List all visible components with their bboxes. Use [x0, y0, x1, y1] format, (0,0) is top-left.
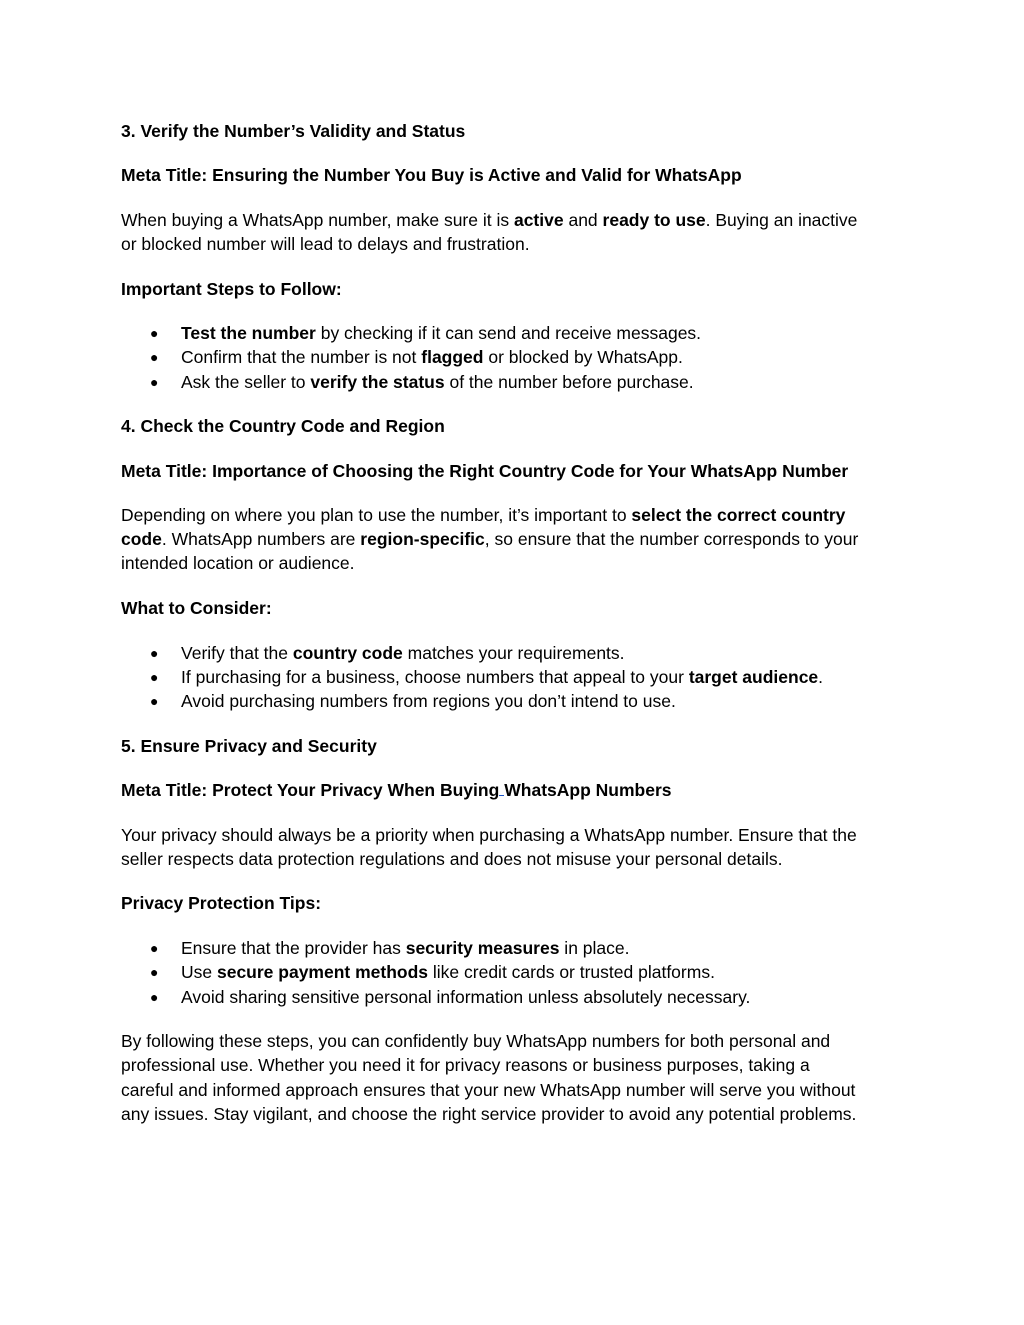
conclusion-line-3: careful and informed approach ensures that your new WhatsApp number will serve you without — [121, 1080, 856, 1100]
list-item: Ask the seller to verify the status of the number before purchase. — [181, 372, 694, 392]
list-item: Use secure payment methods like credit cards or trusted platforms. — [181, 962, 715, 982]
list-item: Confirm that the number is not flagged or blocked by WhatsApp. — [181, 347, 683, 367]
list-item: Avoid sharing sensitive personal information unless absolutely necessary. — [181, 987, 751, 1007]
bullet-glyph: ● — [150, 669, 159, 685]
section-3-meta-title: Meta Title: Ensuring the Number You Buy is Active and Valid for WhatsApp — [121, 165, 742, 185]
bullet-glyph: ● — [150, 645, 159, 661]
bullet-glyph: ● — [150, 349, 159, 365]
list-item: Avoid purchasing numbers from regions you don’t intend to use. — [181, 691, 676, 711]
conclusion-line-1: By following these steps, you can confidently buy WhatsApp numbers for both personal and — [121, 1031, 831, 1051]
section-5-subheading: Privacy Protection Tips: — [121, 893, 322, 913]
section-5-paragraph-line-2: seller respects data protection regulations and does not misuse your personal details. — [121, 849, 783, 869]
section-3-paragraph-line-1: When buying a WhatsApp number, make sure it is active and ready to use. Buying an inactive — [121, 210, 858, 230]
bullet-glyph: ● — [150, 325, 159, 341]
section-5-meta-title: Meta Title: Protect Your Privacy When Buying WhatsApp Numbers — [121, 780, 672, 800]
list-item: Verify that the country code matches your requirements. — [181, 643, 625, 663]
section-4-paragraph-line-2: code. WhatsApp numbers are region-specific, so ensure that the number corresponds to your — [121, 529, 859, 549]
section-4-paragraph-line-3: intended location or audience. — [121, 553, 355, 573]
section-5-paragraph-line-1: Your privacy should always be a priority when purchasing a WhatsApp number. Ensure that the — [121, 825, 857, 845]
conclusion-line-4: any issues. Stay vigilant, and choose the right service provider to avoid any potential problems. — [121, 1104, 857, 1124]
bullet-glyph: ● — [150, 964, 159, 980]
section-4-heading: 4. Check the Country Code and Region — [121, 416, 445, 436]
bullet-glyph: ● — [150, 374, 159, 390]
section-5-heading: 5. Ensure Privacy and Security — [121, 736, 377, 756]
section-4-subheading: What to Consider: — [121, 598, 272, 618]
bullet-glyph: ● — [150, 693, 159, 709]
list-item: If purchasing for a business, choose numbers that appeal to your target audience. — [181, 667, 824, 687]
section-3-paragraph-line-2: or blocked number will lead to delays and frustration. — [121, 234, 530, 254]
conclusion-line-2: professional use. Whether you need it for privacy reasons or business purposes, taking a — [121, 1055, 810, 1075]
section-4-paragraph-line-1: Depending on where you plan to use the number, it’s important to select the correct country — [121, 505, 846, 525]
section-3-subheading: Important Steps to Follow: — [121, 279, 342, 299]
section-3-heading: 3. Verify the Number’s Validity and Status — [121, 121, 466, 141]
bullet-glyph: ● — [150, 940, 159, 956]
section-4-meta-title: Meta Title: Importance of Choosing the Right Country Code for Your WhatsApp Number — [121, 461, 849, 481]
list-item: Ensure that the provider has security measures in place. — [181, 938, 630, 958]
bullet-glyph: ● — [150, 989, 159, 1005]
list-item: Test the number by checking if it can send and receive messages. — [181, 323, 702, 343]
